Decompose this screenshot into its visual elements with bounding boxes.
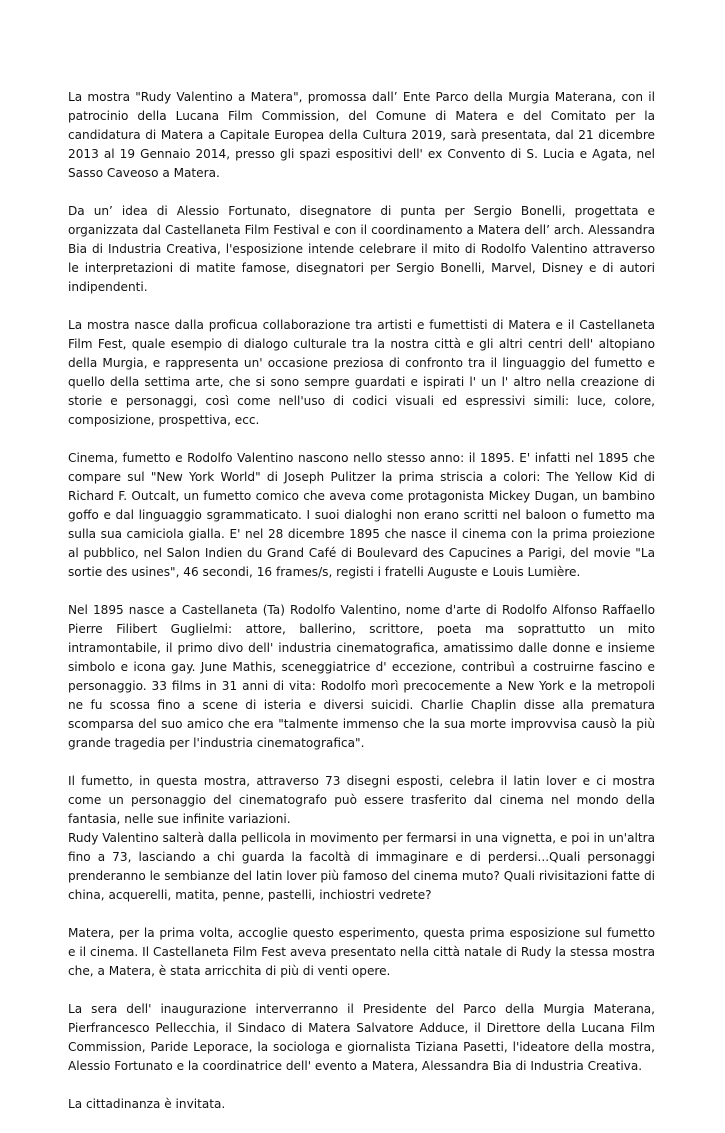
paragraph-valentino-bio: Nel 1895 nasce a Castellaneta (Ta) Rodolfo Valentino, nome d'arte di Rodolfo Alfonso Raffaello Pierre Filibert Guglielmi: attore, ballerino, scrittore, poeta ma soprattutto un mito intramontabile, il primo divo dell' industria cinematografica, amatissimo dalle donne e insieme simbolo e icona gay. June Mathis, sceneggiatrice d' eccezione, contribuì a costruirne fascino e personaggio. 33 films in 31 anni di vita: Rodolfo morì precocemente a New York e la metropoli ne fu scossa fino a scene di isteria e diversi suicidi. Charlie Chaplin disse alla prematura scomparsa del suo amico che era "talmente immenso che la sua morte improvvisa causò la più grande tragedia per l'industria cinematografica". [68, 603, 655, 750]
paragraph-intro: La mostra "Rudy Valentino a Matera", promossa dall’ Ente Parco della Murgia Materana, con il patrocinio della Lucana Film Commission, del Comune di Matera e del Comitato per la candidatura di Matera a Capitale Europea della Cultura 2019, sarà presentata, dal 21 dicembre 2013 al 19 Gennaio 2014, presso gli spazi espositivi dell' ex Convento di S. Lucia e Agata, nel Sasso Caveoso a Matera. [68, 90, 655, 180]
paragraph-idea: Da un’ idea di Alessio Fortunato, disegnatore di punta per Sergio Bonelli, progettata e organizzata dal Castellaneta Film Festival e con il coordinamento a Matera dell’ arch. Alessandra Bia di Industria Creativa, l'esposizione intende celebrare il mito di Rodolfo Valentino attraverso le interpretazioni di matite famose, disegnatori per Sergio Bonelli, Marvel, Disney e di autori indipendenti. [68, 204, 655, 294]
paragraph-invitation: La cittadinanza è invitata. [68, 1097, 226, 1111]
paragraph-matera-first: Matera, per la prima volta, accoglie questo esperimento, questa prima esposizione sul fumetto e il cinema. Il Castellaneta Film Fest aveva presentato nella città natale di Rudy la stessa mostra che, a Matera, è stata arricchita di più di venti opere. [68, 926, 655, 978]
paragraph-fumetto: Il fumetto, in questa mostra, attraverso 73 disegni esposti, celebra il latin lover e ci mostra come un personaggio del cinematografo può essere trasferito dal cinema nel mondo della fantasia, nelle sue infinite variazioni. [68, 774, 655, 826]
paragraph-collaboration: La mostra nasce dalla proficua collaborazione tra artisti e fumettisti di Matera e il Castellaneta Film Fest, quale esempio di dialogo culturale tra la nostra città e gli altri centri dell' altopiano della Murgia, e rappresenta un' occasione preziosa di confronto tra il linguaggio del fumetto e quello della settima arte, che si sono sempre guardati e ispirati l' un l' altro nella creazione di storie e personaggi, così come nell'uso di codici visuali ed espressivi simili: luce, colore, composizione, prospettiva, ecc. [68, 318, 655, 427]
document-page [68, 88, 655, 1133]
paragraph-rudy-vignetta: Rudy Valentino salterà dalla pellicola in movimento per fermarsi in una vignetta, e poi in un'altra fino a 73, lasciando a chi guarda la facoltà di immaginare e di perdersi...Quali personaggi prenderanno le sembianze del latin lover più famoso del cinema muto? Quali rivisitazioni fatte di china, acquerelli, matita, penne, pastelli, inchiostri vedrete? [68, 831, 655, 902]
paragraph-inauguration: La sera dell' inaugurazione interverranno il Presidente del Parco della Murgia Materana, Pierfrancesco Pellecchia, il Sindaco di Matera Salvatore Adduce, il Direttore della Lucana Film Commission, Paride Leporace, la sociologa e giornalista Tiziana Pasetti, l'ideatore della mostra, Alessio Fortunato e la coordinatrice dell' evento a Matera, Alessandra Bia di Industria Creativa. [68, 1002, 655, 1073]
paragraph-1895: Cinema, fumetto e Rodolfo Valentino nascono nello stesso anno: il 1895. E' infatti nel 1895 che compare sul "New York World" di Joseph Pulitzer la prima striscia a colori: The Yellow Kid di Richard F. Outcalt, un fumetto comico che aveva come protagonista Mickey Dugan, un bambino goffo e dal linguaggio sgrammaticato. I suoi dialoghi non erano scritti nel baloon o fumetto ma sulla sua camiciola gialla. E' nel 28 dicembre 1895 che nasce il cinema con la prima proiezione al pubblico, nel Salon Indien du Grand Café di Boulevard des Capucines a Parigi, del movie "La sortie des usines", 46 secondi, 16 frames/s, registi i fratelli Auguste e Louis Lumière. [68, 451, 655, 579]
